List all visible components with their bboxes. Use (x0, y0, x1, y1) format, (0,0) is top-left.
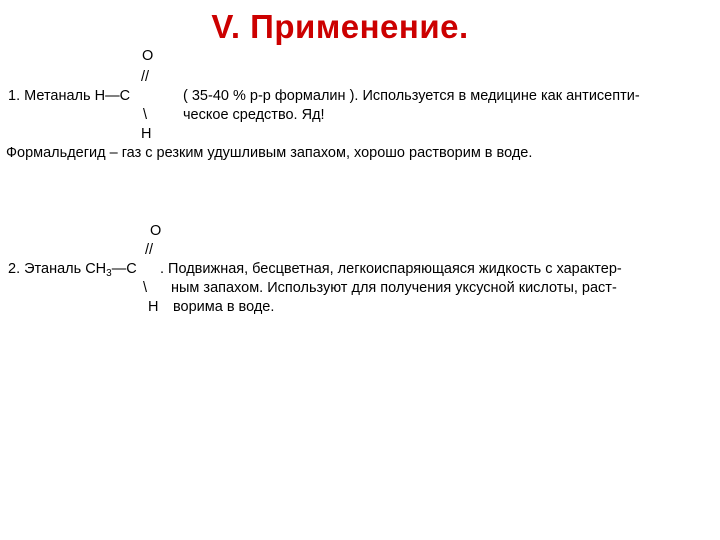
methanal-label: 1. Метаналь H—C (8, 88, 131, 104)
methanal-formula-double-bond: // (141, 69, 150, 85)
ethanal-label-suffix: —C (111, 261, 137, 277)
methanal-formula-hydrogen: H (141, 126, 152, 142)
ethanal-description-line3: ворима в воде. (173, 299, 275, 315)
slide-title: V. Применение. (211, 8, 469, 45)
ethanal-formula-single-bond: \ (143, 280, 148, 296)
methanal-description-line2: ческое средство. Яд! (183, 107, 325, 123)
methanal-description-line1: ( 35-40 % р-р формалин ). Используется в медицине как антисепти- (183, 88, 640, 104)
ethanal-label (8, 260, 137, 283)
ethanal-description-line1: . Подвижная, бесцветная, легкоиспаряющаяся жидкость с характер- (160, 261, 622, 277)
ethanal-label-prefix: 2. Этаналь CH (8, 261, 107, 277)
ethanal-formula-oxygen: O (150, 223, 162, 239)
methanal-formula-single-bond: \ (143, 107, 148, 123)
formaldehyde-note: Формальдегид – газ с резким удушливым запахом, хорошо растворим в воде. (6, 145, 533, 161)
ethanal-description-line2: ным запахом. Используют для получения уксусной кислоты, раст- (171, 280, 617, 296)
ethanal-label-subscript: 3 (106, 268, 112, 279)
ethanal-formula-hydrogen: H (148, 299, 159, 315)
ethanal-formula-double-bond: // (145, 242, 154, 258)
methanal-formula-oxygen: O (142, 48, 154, 64)
